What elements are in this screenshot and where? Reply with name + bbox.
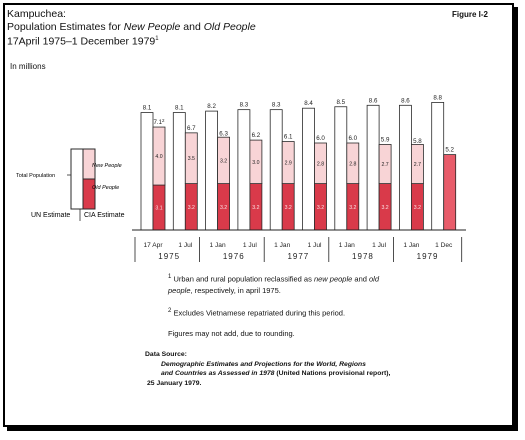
cia-total-label: 5.9 — [380, 136, 390, 144]
cia-old-people-label: 3.2 — [219, 204, 228, 211]
cia-total-label: 6.7 — [186, 124, 196, 132]
un-total-label: 8.3 — [239, 101, 249, 109]
cia-old-people-label: 3.2 — [187, 204, 195, 211]
cia-total-label: 6.3 — [219, 130, 228, 138]
x-tick-label: 1 Jan — [338, 242, 355, 249]
legend-old-people-label: Old People — [92, 185, 120, 191]
x-tick-label: 1 Jan — [274, 242, 291, 249]
cia-total-label: 6.1 — [283, 133, 293, 141]
legend-cia-label: CIA Estimate — [84, 212, 125, 219]
x-tick-label: 1 Jan — [403, 242, 420, 249]
cia-old-people-label: 3.2 — [284, 204, 292, 211]
data-source-line-1: Demographic Estimates and Projections for the World, Regions — [161, 360, 366, 368]
data-source-label: Data Source: — [145, 351, 187, 358]
cia-total-label: 6.2 — [251, 132, 261, 140]
cia-new-people-label: 4.0 — [155, 154, 163, 161]
legend-old-people-swatch — [83, 179, 95, 209]
cia-new-people-label: 2.9 — [284, 160, 292, 167]
un-total-label: 8.3 — [271, 101, 281, 109]
chart-title: Kampuchea: — [7, 8, 66, 20]
un-total-bar — [335, 107, 347, 230]
x-tick-label: 17 Apr — [143, 242, 163, 249]
chart-subtitle: Population Estimates for New People and Old People — [7, 20, 256, 33]
footnote-1: $^1$ Urban and rural population reclassified as new people and old people, respectively, in april 1975. — [168, 274, 380, 295]
cia-new-people-label: 3.2 — [219, 158, 228, 165]
cia-total-label: 6.0 — [348, 135, 358, 142]
un-total-label: 8.6 — [368, 97, 378, 105]
x-tick-label: 1 Jul — [307, 242, 322, 249]
un-total-bar — [367, 105, 379, 230]
un-total-label: 8.1 — [142, 104, 152, 112]
figure-label: Figure I-2 — [452, 10, 489, 19]
chart-date-range: 17April 1975–1 December 1979$^1$ — [7, 35, 159, 48]
cia-new-people-label: 2.8 — [349, 161, 357, 168]
cia-total-label: $7.1^2$ — [153, 118, 165, 127]
un-total-label: 8.6 — [401, 97, 410, 105]
year-label: 1976 — [222, 252, 245, 261]
bars-group — [141, 94, 456, 230]
data-source — [145, 350, 390, 388]
year-label: 1977 — [287, 252, 310, 261]
cia-old-people-label: 3.2 — [316, 204, 325, 211]
year-label: 1978 — [352, 252, 374, 261]
data-source-line-3: 25 January 1979. — [147, 379, 202, 387]
legend — [16, 149, 125, 221]
x-tick-label: 1 Jul — [178, 242, 193, 249]
un-total-bar — [238, 110, 250, 230]
cia-old-people-label: 3.2 — [349, 204, 357, 211]
x-tick-label: 1 Jul — [372, 242, 387, 249]
un-total-bar — [141, 113, 153, 230]
un-total-bar — [303, 108, 315, 230]
cia-new-people-label: 2.7 — [381, 162, 389, 169]
cia-total-bar — [444, 155, 456, 230]
un-total-label: 8.5 — [336, 98, 346, 106]
un-total-label: 8.1 — [174, 104, 184, 112]
cia-old-people-label: 3.2 — [381, 204, 389, 211]
cia-new-people-label: 3.5 — [187, 156, 195, 163]
x-tick-label: 1 Jan — [209, 242, 226, 249]
legend-total-label: Total Population — [16, 173, 56, 179]
x-tick-label: 1 Dec — [435, 242, 453, 249]
un-total-bar — [399, 105, 411, 230]
footnote-2: $^2$ Excludes Vietnamese repatriated during this period. — [168, 308, 346, 318]
un-total-label: 8.8 — [433, 94, 443, 102]
legend-un-swatch — [71, 149, 83, 209]
legend-new-people-label: New People — [92, 163, 122, 169]
cia-old-people-label: 3.1 — [155, 205, 163, 212]
data-source-line-2: and Countries as Assessed in 1978 — [161, 370, 275, 377]
un-total-bar — [432, 102, 444, 230]
cia-total-label: 5.8 — [413, 137, 422, 145]
year-label: 1979 — [416, 252, 439, 261]
units-label: In millions — [10, 62, 46, 71]
un-total-label: 8.4 — [304, 100, 313, 108]
cia-total-footnote-mark: 2 — [162, 118, 165, 124]
cia-total-label: 6.0 — [316, 135, 325, 142]
legend-un-label: UN Estimate — [31, 212, 71, 219]
un-total-bar — [206, 111, 218, 230]
un-total-bar — [173, 113, 185, 230]
un-total-bar — [270, 110, 282, 230]
cia-new-people-label: 3.0 — [252, 159, 260, 166]
un-total-label: 8.2 — [207, 103, 216, 111]
cia-new-people-label: 2.7 — [413, 162, 422, 169]
x-tick-label: 1 Jul — [242, 242, 257, 249]
data-source-line-2-rest: (United Nations provisional report), — [276, 370, 391, 377]
footnote-3: Figures may not add, due to rounding. — [168, 329, 295, 338]
x-axis — [132, 230, 466, 262]
cia-total-label: 5.2 — [445, 146, 455, 154]
cia-old-people-label: 3.2 — [252, 204, 260, 211]
year-label: 1975 — [158, 252, 181, 261]
cia-old-people-label: 3.2 — [413, 204, 422, 211]
cia-new-people-label: 2.8 — [316, 161, 325, 168]
